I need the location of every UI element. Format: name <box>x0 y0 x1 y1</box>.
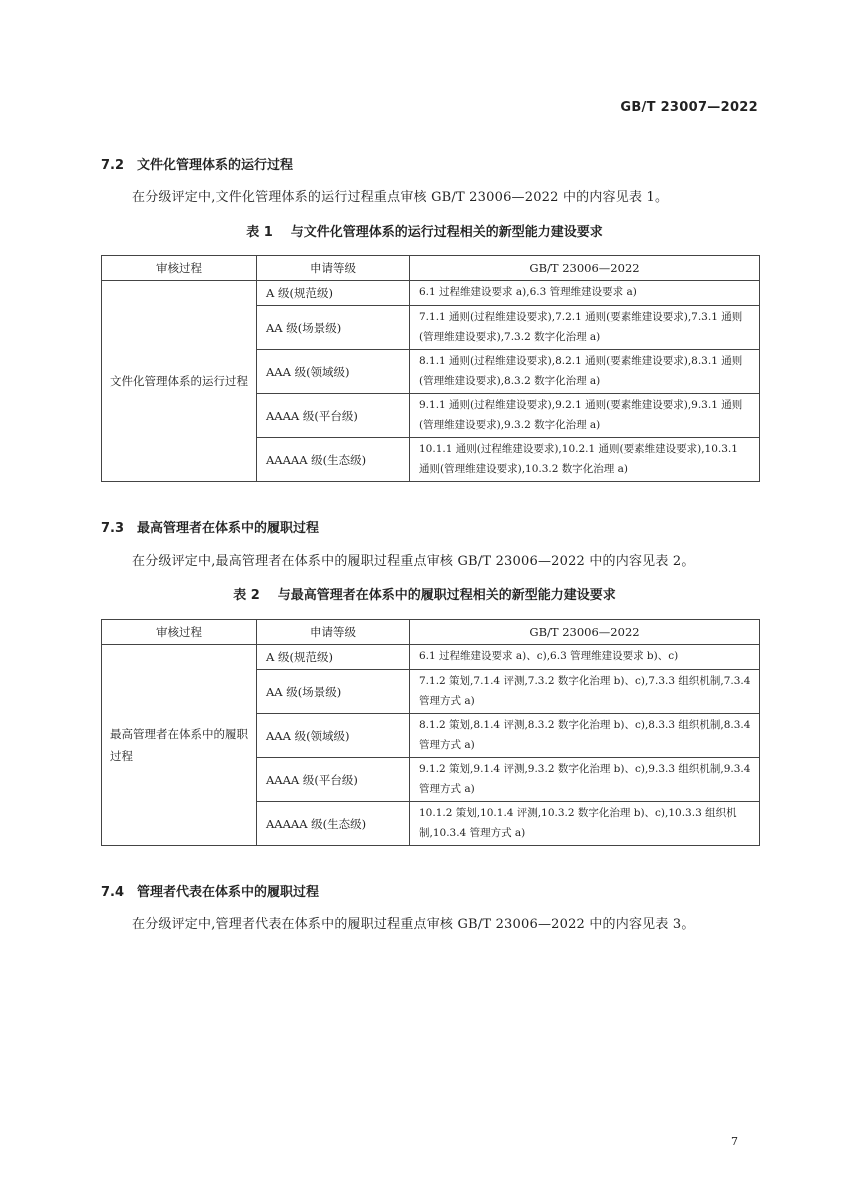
requirement-cell: 8.1.2 策划,8.1.4 评测,8.3.2 数字化治理 b)、c),8.3.3 组织机制,8.3.4 管理方式 a) <box>410 714 760 758</box>
requirement-cell: 7.1.1 通则(过程维建设要求),7.2.1 通则(要素维建设要求),7.3.1 通则(管理维建设要求),7.3.2 数字化治理 a) <box>410 306 760 350</box>
header-audit-process: 审核过程 <box>102 256 257 281</box>
requirement-cell: 10.1.1 通则(过程维建设要求),10.2.1 通则(要素维建设要求),10.3.1 通则(管理维建设要求),10.3.2 数字化治理 a) <box>410 438 760 482</box>
standard-code: GB/T 23007—2022 <box>620 100 758 115</box>
requirement-cell: 8.1.1 通则(过程维建设要求),8.2.1 通则(要素维建设要求),8.3.1 通则(管理维建设要求),8.3.2 数字化治理 a) <box>410 350 760 394</box>
table-caption-1 <box>0 221 849 240</box>
level-cell: AAAAA 级(生态级) <box>257 802 410 846</box>
audit-process-cell: 文件化管理体系的运行过程 <box>102 281 257 482</box>
section-heading-7-4 <box>101 881 319 900</box>
table-row <box>102 645 760 670</box>
section-paragraph-7-3: 在分级评定中,最高管理者在体系中的履职过程重点审核 GB/T 23006—2022 中的内容见表 2。 <box>132 554 695 569</box>
requirement-cell: 10.1.2 策划,10.1.4 评测,10.3.2 数字化治理 b)、c),10.3.3 组织机制,10.3.4 管理方式 a) <box>410 802 760 846</box>
header-level: 申请等级 <box>257 620 410 645</box>
table-header-row <box>102 620 760 645</box>
table-title: 与文件化管理体系的运行过程相关的新型能力建设要求 <box>290 225 603 240</box>
requirement-cell: 6.1 过程维建设要求 a)、c),6.3 管理维建设要求 b)、c) <box>410 645 760 670</box>
section-number: 7.4 <box>101 885 125 900</box>
section-number: 7.3 <box>101 521 125 536</box>
table-row <box>102 281 760 306</box>
level-cell: AAAA 级(平台级) <box>257 758 410 802</box>
level-cell: AA 级(场景级) <box>257 670 410 714</box>
level-cell: AAA 级(领域级) <box>257 714 410 758</box>
table-header-row <box>102 256 760 281</box>
level-cell: AAAAA 级(生态级) <box>257 438 410 482</box>
table-number: 表 1 <box>246 225 273 240</box>
requirement-cell: 9.1.2 策划,9.1.4 评测,9.3.2 数字化治理 b)、c),9.3.3 组织机制,9.3.4 管理方式 a) <box>410 758 760 802</box>
header-standard: GB/T 23006—2022 <box>410 256 760 281</box>
section-title: 管理者代表在体系中的履职过程 <box>137 885 320 900</box>
header-standard: GB/T 23006—2022 <box>410 620 760 645</box>
section-number: 7.2 <box>101 158 125 173</box>
header-audit-process: 审核过程 <box>102 620 257 645</box>
table-caption-2 <box>0 584 849 603</box>
section-heading-7-2 <box>101 154 293 173</box>
section-title: 最高管理者在体系中的履职过程 <box>137 521 320 536</box>
section-title: 文件化管理体系的运行过程 <box>137 158 294 173</box>
table-number: 表 2 <box>233 588 260 603</box>
table-title: 与最高管理者在体系中的履职过程相关的新型能力建设要求 <box>277 588 616 603</box>
header-level: 申请等级 <box>257 256 410 281</box>
requirements-table-1 <box>101 255 760 482</box>
page-number: 7 <box>731 1135 738 1148</box>
requirement-cell: 7.1.2 策划,7.1.4 评测,7.3.2 数字化治理 b)、c),7.3.3 组织机制,7.3.4 管理方式 a) <box>410 670 760 714</box>
section-heading-7-3 <box>101 517 319 536</box>
level-cell: A 级(规范级) <box>257 281 410 306</box>
requirement-cell: 6.1 过程维建设要求 a),6.3 管理维建设要求 a) <box>410 281 760 306</box>
level-cell: AA 级(场景级) <box>257 306 410 350</box>
level-cell: AAAA 级(平台级) <box>257 394 410 438</box>
requirements-table-2 <box>101 619 760 846</box>
audit-process-cell: 最高管理者在体系中的履职过程 <box>102 645 257 846</box>
section-paragraph-7-2: 在分级评定中,文件化管理体系的运行过程重点审核 GB/T 23006—2022 中的内容见表 1。 <box>132 190 669 205</box>
level-cell: AAA 级(领域级) <box>257 350 410 394</box>
section-paragraph-7-4: 在分级评定中,管理者代表在体系中的履职过程重点审核 GB/T 23006—2022 中的内容见表 3。 <box>132 917 695 932</box>
level-cell: A 级(规范级) <box>257 645 410 670</box>
requirement-cell: 9.1.1 通则(过程维建设要求),9.2.1 通则(要素维建设要求),9.3.1 通则(管理维建设要求),9.3.2 数字化治理 a) <box>410 394 760 438</box>
